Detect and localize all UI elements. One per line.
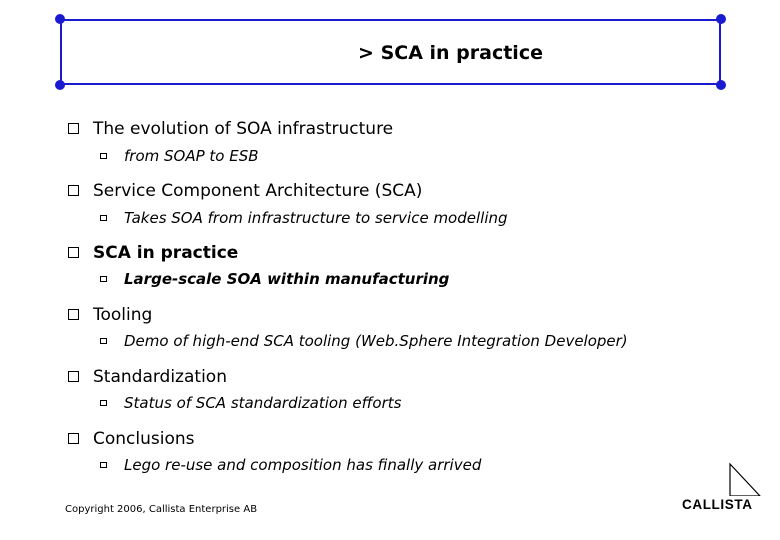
checkbox-bullet-icon <box>68 309 79 320</box>
sub-item-label: Lego re-use and composition has finally arrived <box>124 456 482 474</box>
checkbox-bullet-icon <box>68 247 79 258</box>
callista-logo <box>682 462 768 516</box>
sub-item-label: Status of SCA standardization efforts <box>124 394 402 412</box>
small-square-bullet-icon <box>100 400 107 406</box>
small-square-bullet-icon <box>100 215 107 221</box>
resize-handle-bottom-right[interactable] <box>716 80 726 90</box>
agenda-item-label: Service Component Architecture (SCA) <box>93 181 423 201</box>
agenda-item-label: Tooling <box>93 305 153 325</box>
sub-item-label: Large-scale SOA within manufacturing <box>124 270 450 288</box>
small-square-bullet-icon <box>100 338 107 344</box>
resize-handle-top-left[interactable] <box>55 14 65 24</box>
slide-title: > SCA in practice <box>358 42 543 64</box>
agenda-item-label: SCA in practice <box>93 243 239 263</box>
agenda-item-label: Standardization <box>93 367 227 387</box>
resize-handle-bottom-left[interactable] <box>55 80 65 90</box>
sub-item-label: from SOAP to ESB <box>124 147 259 165</box>
svg-text:CALLISTA: CALLISTA <box>682 497 753 512</box>
checkbox-bullet-icon <box>68 123 79 134</box>
callista-logo-icon <box>682 462 768 516</box>
copyright-text: Copyright 2006, Callista Enterprise AB <box>65 504 258 515</box>
sub-item-label: Takes SOA from infrastructure to service modelling <box>124 209 508 227</box>
agenda-item-label: The evolution of SOA infrastructure <box>93 119 394 139</box>
resize-handle-top-right[interactable] <box>716 14 726 24</box>
checkbox-bullet-icon <box>68 371 79 382</box>
checkbox-bullet-icon <box>68 433 79 444</box>
small-square-bullet-icon <box>100 276 107 282</box>
sub-item-label: Demo of high-end SCA tooling (Web.Sphere Integration Developer) <box>124 332 628 350</box>
checkbox-bullet-icon <box>68 185 79 196</box>
small-square-bullet-icon <box>100 462 107 468</box>
agenda-item-label: Conclusions <box>93 429 195 449</box>
small-square-bullet-icon <box>100 153 107 159</box>
